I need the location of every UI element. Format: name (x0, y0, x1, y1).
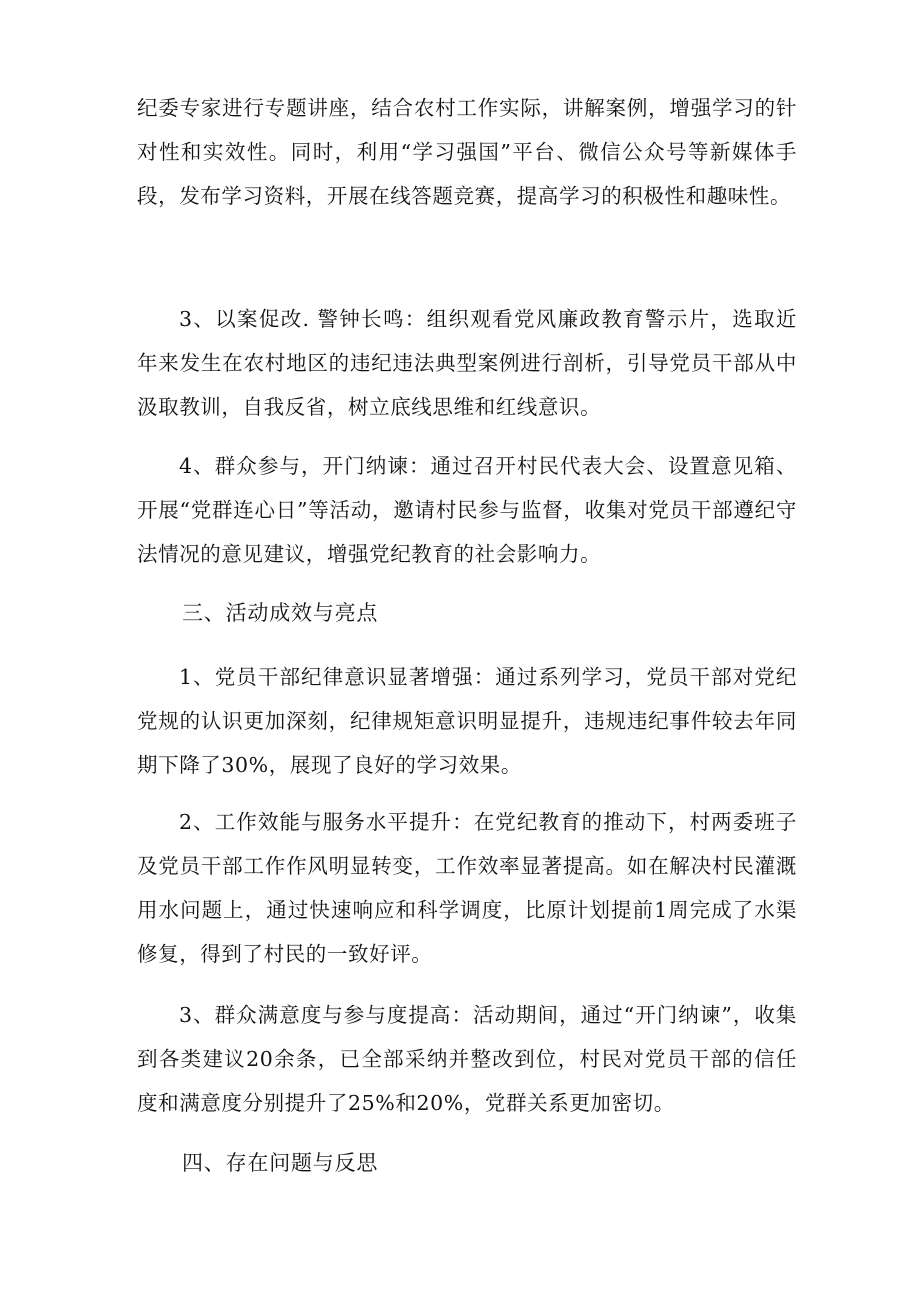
paragraph-effect-2: 2、工作效能与服务水平提升：在党纪教育的推动下，村两委班子及党员干部工作作风明显转变，工作效率显著提高。如在解决村民灌溉用水问题上，通过快速响应和科学调度，比原计划提前1周完成了水渠修复，得到了村民的一致好评。 (137, 810, 797, 966)
paragraph-intro: 纪委专家进行专题讲座，结合农村工作实际，讲解案例，增强学习的针对性和实效性。同时，利用“学习强国”平台、微信公众号等新媒体手段，发布学习资料，开展在线答题竞赛，提高学习的积极性和趣味性。 (137, 96, 797, 208)
paragraph-effect-1: 1、党员干部纪律意识显著增强：通过系列学习，党员干部对党纪党规的认识更加深刻，纪律规矩意识明显提升，违规违纪事件较去年同期下降了30%，展现了良好的学习效果。 (137, 665, 797, 777)
paragraph-item-4: 4、群众参与，开门纳谏：通过召开村民代表大会、设置意见箱、开展“党群连心日”等活动，邀请村民参与监督，收集对党员干部遵纪守法情况的意见建议，增强党纪教育的社会影响力。 (137, 454, 797, 566)
paragraph-item-3: 3、以案促改. 警钟长鸣：组织观看党风廉政教育警示片，选取近年来发生在农村地区的违纪违法典型案例进行剖析，引导党员干部从中汲取教训，自我反省，树立底线思维和红线意识。 (137, 307, 797, 419)
paragraph-effect-3: 3、群众满意度与参与度提高：活动期间，通过“开门纳谏”，收集到各类建议20余条，已全部采纳并整改到位，村民对党员干部的信任度和满意度分别提升了25%和20%，党群关系更加密切。 (137, 1003, 797, 1115)
section-heading-4: 四、存在问题与反思 (182, 1151, 379, 1175)
section-heading-3: 三、活动成效与亮点 (182, 601, 379, 625)
